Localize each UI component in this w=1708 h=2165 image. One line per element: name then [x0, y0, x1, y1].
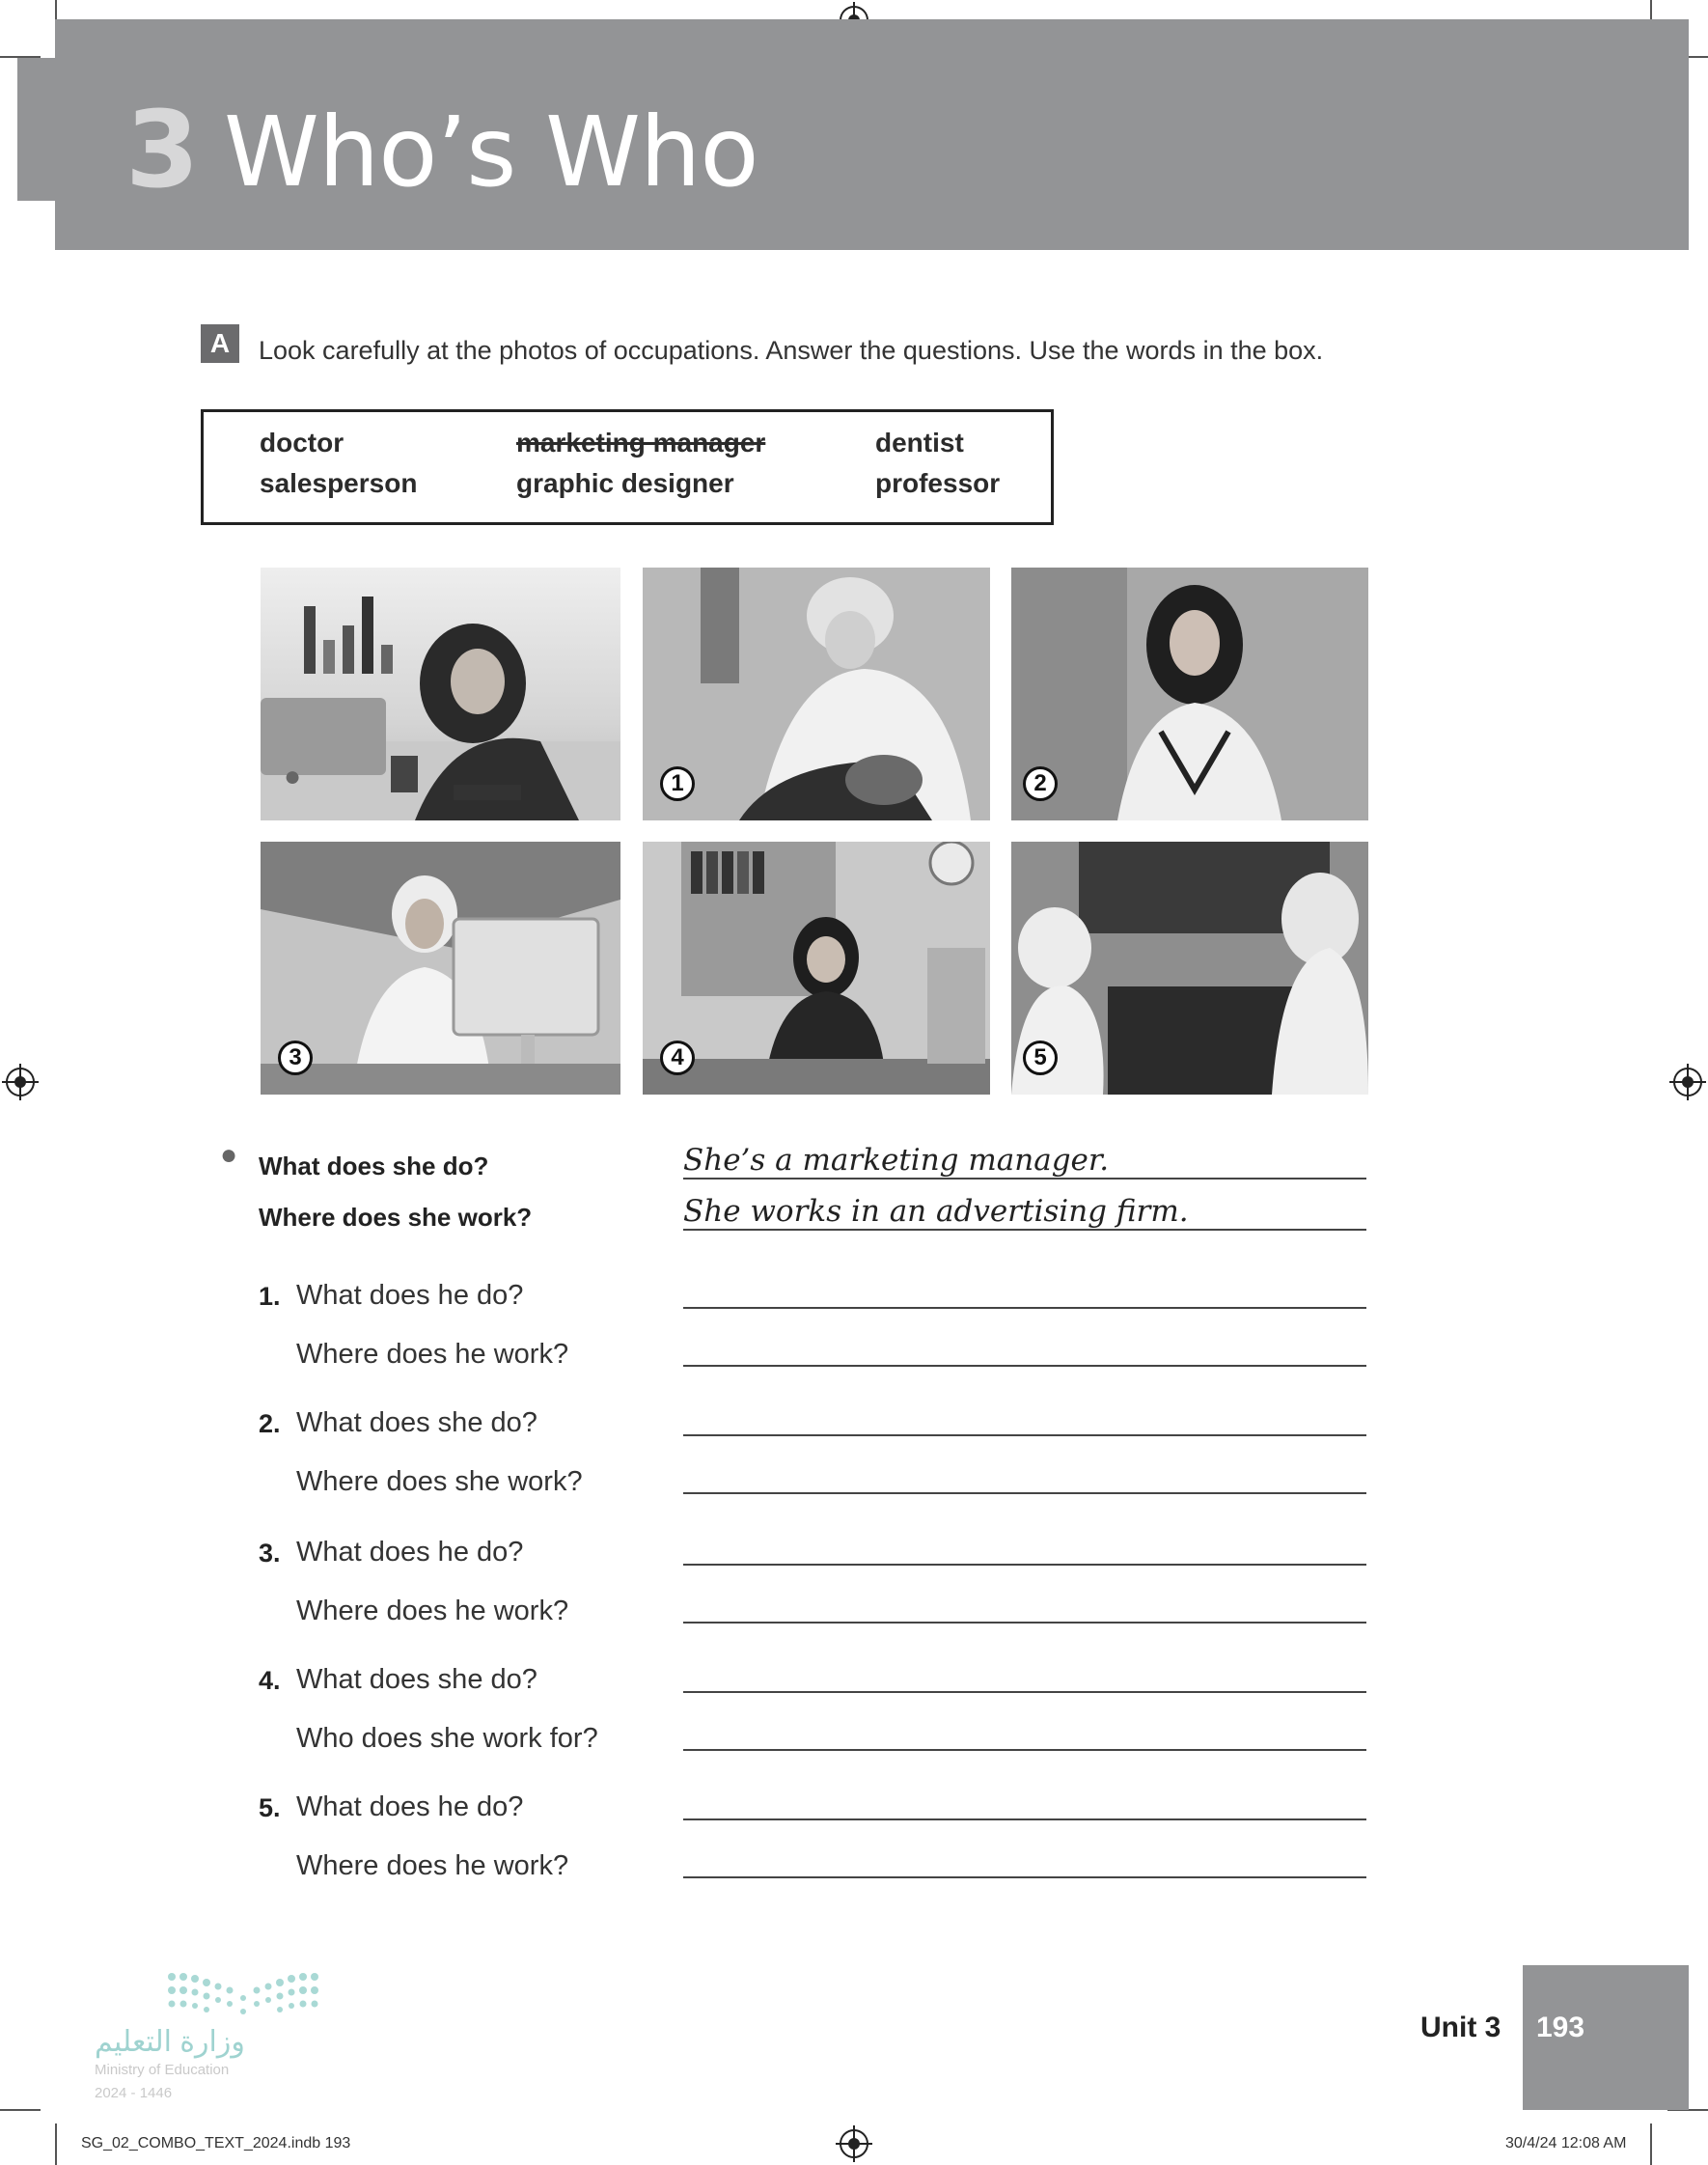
photo-scene [1011, 568, 1368, 820]
question-text: What does he do? [296, 1280, 524, 1311]
word-graphic-designer: graphic designer [516, 468, 734, 498]
page-number: 193 [1536, 2012, 1585, 2043]
registration-mark-icon [1673, 1068, 1702, 1096]
word-salesperson: salesperson [260, 468, 418, 498]
question-text: Who does she work for? [296, 1723, 598, 1754]
photo-scene [261, 842, 620, 1095]
example-question-2: Where does she work? [259, 1203, 533, 1232]
photo-number-5: 5 [1023, 1041, 1058, 1075]
word-dentist: dentist [875, 428, 964, 458]
question-text: What does she do? [296, 1664, 537, 1695]
lightbulb-icon: ● [220, 1139, 238, 1171]
word-professor: professor [875, 468, 1001, 498]
question-number: 4. [259, 1666, 281, 1695]
unit-number: 3 [125, 88, 200, 211]
crop-mark [0, 2109, 41, 2111]
section-label: A [201, 324, 239, 363]
question-text: What does he do? [296, 1791, 524, 1822]
photo-2-doctor [1011, 568, 1368, 820]
answer-input-line[interactable] [683, 1492, 1366, 1494]
photo-scene [261, 568, 620, 820]
question-text: What does she do? [296, 1407, 537, 1438]
photo-number-1: 1 [660, 766, 695, 801]
answer-input-line[interactable] [683, 1818, 1366, 1820]
example-answer-1: She’s a marketing manager. [683, 1143, 1110, 1178]
answer-input-line[interactable] [683, 1365, 1366, 1367]
ministry-logo-icon [166, 1969, 320, 2019]
photo-number-3: 3 [278, 1041, 313, 1075]
photo-scene [643, 568, 990, 820]
word-box [201, 409, 1054, 525]
question-text: Where does he work? [296, 1596, 569, 1626]
question-number: 1. [259, 1282, 281, 1311]
ministry-logo-english: Ministry of Education [95, 2062, 230, 2078]
question-number: 5. [259, 1793, 281, 1822]
answer-input-line[interactable] [683, 1564, 1366, 1566]
registration-mark-icon [840, 2129, 868, 2158]
print-slug-date: 30/4/24 12:08 AM [1505, 2135, 1627, 2151]
question-number: 3. [259, 1539, 281, 1568]
photo-scene [1011, 842, 1368, 1095]
answer-line [683, 1229, 1366, 1231]
answer-line [683, 1178, 1366, 1180]
question-number: 2. [259, 1409, 281, 1438]
word-doctor: doctor [260, 428, 344, 458]
answer-input-line[interactable] [683, 1307, 1366, 1309]
answer-input-line[interactable] [683, 1749, 1366, 1751]
registration-mark-icon [6, 1068, 35, 1096]
example-question-1: What does she do? [259, 1152, 489, 1180]
ministry-logo-arabic: وزارة التعليم [95, 2026, 245, 2058]
answer-input-line[interactable] [683, 1434, 1366, 1436]
footer-unit-label: Unit 3 [1420, 2012, 1501, 2043]
photo-5-salesperson [1011, 842, 1368, 1095]
header-lip [17, 58, 58, 201]
lightbulb-icon: ● [284, 761, 302, 792]
answer-input-line[interactable] [683, 1876, 1366, 1878]
photo-number-4: 4 [660, 1041, 695, 1075]
question-text: What does he do? [296, 1537, 524, 1568]
question-text: Where does he work? [296, 1339, 569, 1370]
photo-3-graphic-designer [261, 842, 620, 1095]
photo-example-marketing [261, 568, 620, 820]
photo-4-professor [643, 842, 990, 1095]
word-marketing-manager: marketing manager [516, 428, 766, 458]
photo-scene [643, 842, 990, 1095]
ministry-logo-year: 2024 - 1446 [95, 2085, 173, 2101]
photo-number-2: 2 [1023, 766, 1058, 801]
example-answer-2: She works in an advertising firm. [683, 1194, 1189, 1229]
print-slug-file: SG_02_COMBO_TEXT_2024.indb 193 [81, 2135, 351, 2151]
instruction-text: Look carefully at the photos of occupations. Answer the questions. Use the words in the box. [259, 336, 1324, 365]
question-text: Where does she work? [296, 1466, 583, 1497]
question-text: Where does he work? [296, 1850, 569, 1881]
page-title: Who’s Who [224, 96, 758, 208]
crop-mark [55, 2123, 57, 2165]
answer-input-line[interactable] [683, 1691, 1366, 1693]
crop-mark [1650, 2123, 1652, 2165]
photo-1-dentist [643, 568, 990, 820]
answer-input-line[interactable] [683, 1622, 1366, 1624]
